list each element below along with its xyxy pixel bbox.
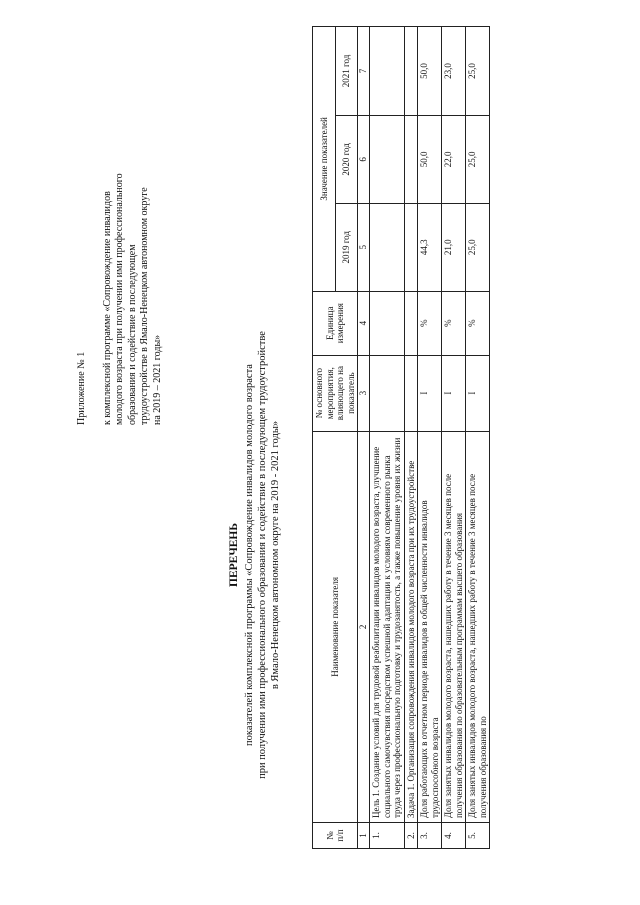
row-value-2019: [404, 203, 418, 291]
row-num: 3.: [418, 823, 442, 849]
row-name: Доля занятых инвалидов молодого возраста, нашедших работу в течение 3 месяцев после получения образования по: [466, 431, 490, 822]
heading-line: показателей комплексной программы «Сопровождение инвалидов молодого возраста: [244, 364, 255, 746]
row-num: 2.: [404, 823, 418, 849]
row-value-2019: 44,3: [418, 203, 442, 291]
col-header-2019: 2019 год: [335, 203, 358, 291]
row-event: [370, 355, 405, 431]
column-index-row: [358, 27, 370, 849]
row-name: Цель 1. Создание условий для трудовой реабилитации инвалидов молодого возраста, улучшение социального самочувствия посредством успешной адаптации к условиям современного рынка труда через профессиональную подготовку и трудозанятость, а также повышение уровня их жизни: [370, 431, 405, 822]
row-value-2019: [370, 203, 405, 291]
col-header-values-group: Значение показателей: [313, 27, 336, 292]
table-row: [418, 27, 442, 849]
table-row: [404, 27, 418, 849]
column-index: 2: [358, 431, 370, 822]
row-value-2021: 50,0: [418, 27, 442, 116]
row-value-2020: 50,0: [418, 115, 442, 203]
row-value-2021: [370, 27, 405, 116]
col-header-name: Наименование показателя: [313, 431, 358, 822]
row-value-2020: [404, 115, 418, 203]
column-index: 3: [358, 355, 370, 431]
row-unit: %: [418, 291, 442, 355]
appendix-block: [76, 125, 164, 425]
row-event: I: [466, 355, 490, 431]
row-num: 5.: [466, 823, 490, 849]
appendix-line: трудоустройстве в Ямало-Ненецком автономном округе: [139, 187, 150, 425]
column-index: 1: [358, 823, 370, 849]
appendix-line: к комплексной программе «Сопровождение инвалидов: [101, 191, 113, 425]
row-unit: %: [442, 291, 466, 355]
column-index: 6: [358, 115, 370, 203]
row-value-2020: 22,0: [442, 115, 466, 203]
col-header-2020: 2020 год: [335, 115, 358, 203]
table-row: [442, 27, 466, 849]
row-value-2020: 25,0: [466, 115, 490, 203]
column-index: 4: [358, 291, 370, 355]
row-value-2021: 25,0: [466, 27, 490, 116]
row-value-2020: [370, 115, 405, 203]
row-name: Задача 1. Организация сопровождения инвалидов молодого возраста при их трудоустройстве: [404, 431, 418, 822]
row-unit: %: [466, 291, 490, 355]
column-index: 5: [358, 203, 370, 291]
row-value-2021: [404, 27, 418, 116]
indicators-table: [312, 26, 490, 849]
col-header-event: № основного мероприятия, влияющего на показатель: [313, 355, 358, 431]
col-header-2021: 2021 год: [335, 27, 358, 116]
appendix-line: на 2019 – 2021 годы»: [151, 334, 163, 425]
row-name: Доля занятых инвалидов молодого возраста, нашедших работу в течение 3 месяцев после получения образования по образовательным программам высшего образования: [442, 431, 466, 822]
row-unit: [404, 291, 418, 355]
appendix-line: молодого возраста при получении ими профессионального: [114, 173, 125, 425]
appendix-line: образования и содействие в последующем: [126, 244, 138, 425]
document-title: ПЕРЕЧЕНЬ: [228, 523, 240, 587]
table-row: [370, 27, 405, 849]
column-index: 7: [358, 27, 370, 116]
row-event: [404, 355, 418, 431]
row-value-2019: 25,0: [466, 203, 490, 291]
row-event: I: [442, 355, 466, 431]
row-value-2019: 21,0: [442, 203, 466, 291]
row-num: 1.: [370, 823, 405, 849]
col-header-num: № п/п: [313, 823, 358, 849]
document-heading: [228, 265, 282, 845]
row-num: 4.: [442, 823, 466, 849]
table-header-row: [313, 27, 336, 849]
heading-line: при получении ими профессионального образования и содействие в последующем трудоустройстве: [257, 331, 268, 779]
appendix-title: Приложение № 1: [76, 351, 87, 425]
row-value-2021: 23,0: [442, 27, 466, 116]
col-header-unit: Единица измерения: [313, 291, 358, 355]
table-row: [466, 27, 490, 849]
row-unit: [370, 291, 405, 355]
row-event: I: [418, 355, 442, 431]
heading-line: в Ямало-Ненецком автономном округе на 2019 - 2021 годы»: [270, 420, 281, 690]
row-name: Доля работающих в отчетном периоде инвалидов в общей численности инвалидов трудоспособного возраста: [418, 431, 442, 822]
